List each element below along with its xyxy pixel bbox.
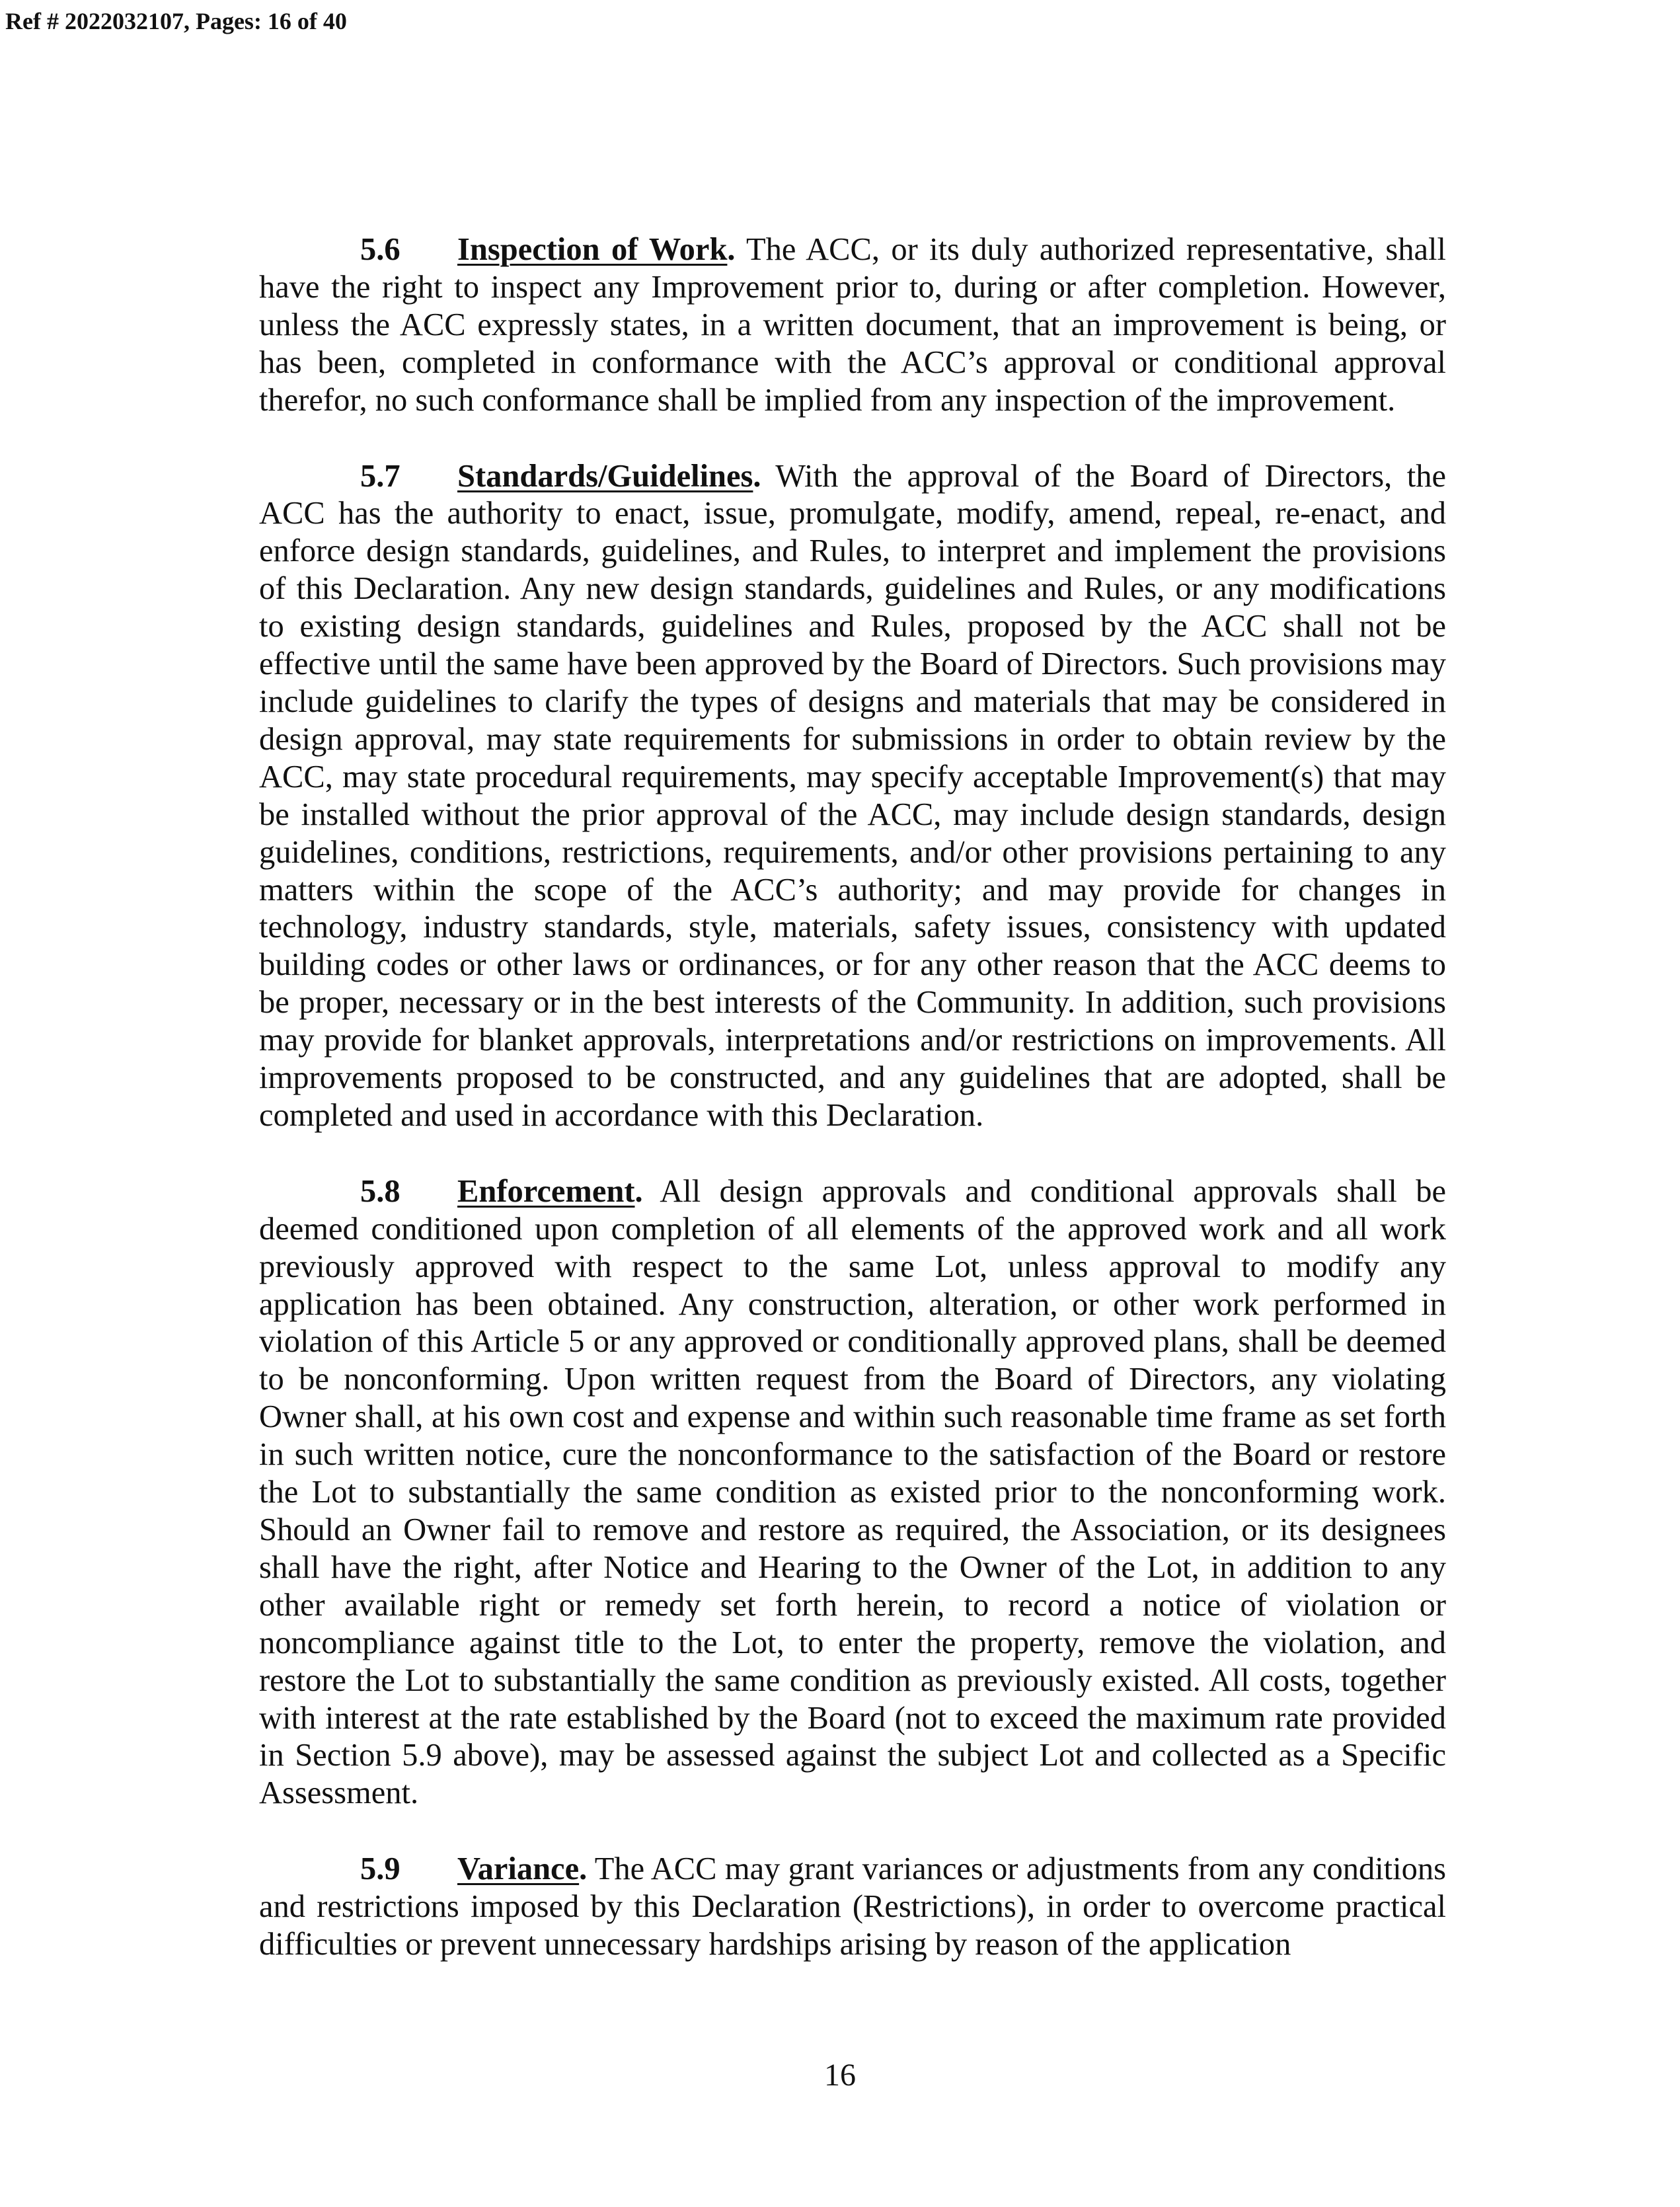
- section-paragraph: [259, 1173, 1446, 1812]
- section-5-9: [259, 1851, 1446, 1964]
- section-title: Standards/Guidelines: [457, 458, 753, 494]
- section-title-punctuation: .: [579, 1851, 588, 1887]
- section-title: Inspection of Work: [457, 232, 728, 267]
- section-body-text: All design approvals and conditional approvals shall be deemed conditioned upon completion of all elements of the approved work and all work previously approved with respect to the same Lot, unless approval to modify any application has been obtained. Any construction, alteration, or other work performed in violation of this Article 5 or any approved or conditionally approved plans, shall be deemed to be nonconforming. Upon written request from the Board of Directors, any violating Owner shall, at his own cost and expense and within such reasonable time frame as set forth in such written notice, cure the nonconformance to the satisfaction of the Board or restore the Lot to substantially the same condition as existed prior to the nonconforming work. Should an Owner fail to remove and restore as required, the Association, or its designees shall have the right, after Notice and Hearing to the Owner of the Lot, in addition to any other available right or remedy set forth herein, to record a notice of violation or noncompliance against title to the Lot, to enter the property, remove the violation, and restore the Lot to substantially the same condition as previously existed. All costs, together with interest at the rate established by the Board (not to exceed the maximum rate provided in Section 5.9 above), may be assessed against the subject Lot and collected as a Specific Assessment.: [259, 1173, 1446, 1811]
- section-5-7: [259, 458, 1446, 1135]
- section-number: 5.6: [360, 232, 401, 267]
- section-title: Variance: [457, 1851, 580, 1887]
- page-number: 16: [824, 2058, 856, 2093]
- section-paragraph: [259, 458, 1446, 1135]
- section-number: 5.8: [360, 1173, 401, 1209]
- section-body-text: The ACC, or its duly authorized representative, shall have the right to inspect any Improvement prior to, during or after completion. However, unless the ACC expressly states, in a written document, that an improvement is being, or has been, completed in conformance with the ACC’s approval or conditional approval therefor, no such conformance shall be implied from any inspection of the improvement.: [259, 232, 1446, 418]
- section-title-punctuation: .: [634, 1173, 643, 1209]
- section-paragraph: [259, 1851, 1446, 1964]
- section-title-punctuation: .: [753, 458, 761, 494]
- section-title-punctuation: .: [727, 232, 736, 267]
- section-body-text: The ACC may grant variances or adjustments from any conditions and restrictions imposed by this Declaration (Restrictions), in order to overcome practical difficulties or prevent unnecessary hardships arising by reason of the application: [259, 1851, 1446, 1962]
- section-5-6: [259, 231, 1446, 420]
- document-reference-header: Ref # 2022032107, Pages: 16 of 40: [5, 8, 347, 34]
- section-body-text: With the approval of the Board of Directors, the ACC has the authority to enact, issue, promulgate, modify, amend, repeal, re-enact, and enforce design standards, guidelines, and Rules, to interpret and implement the provisions of this Declaration. Any new design standards, guidelines and Rules, or any modifications to existing design standards, guidelines and Rules, proposed by the ACC shall not be effective until the same have been approved by the Board of Directors. Such provisions may include guidelines to clarify the types of designs and materials that may be considered in design approval, may state requirements for submissions in order to obtain review by the ACC, may state procedural requirements, may specify acceptable Improvement(s) that may be installed without the prior approval of the ACC, may include design standards, design guidelines, conditions, restrictions, requirements, and/or other provisions pertaining to any matters within the scope of the ACC’s authority; and may provide for changes in technology, industry standards, style, materials, safety issues, consistency with updated building codes or other laws or ordinances, or for any other reason that the ACC deems to be proper, necessary or in the best interests of the Community. In addition, such provisions may provide for blanket approvals, interpretations and/or restrictions on improvements. All improvements proposed to be constructed, and any guidelines that are adopted, shall be completed and used in accordance with this Declaration.: [259, 458, 1446, 1133]
- section-title: Enforcement: [457, 1173, 635, 1209]
- document-body: [259, 231, 1446, 2002]
- section-paragraph: [259, 231, 1446, 420]
- section-number: 5.7: [360, 458, 401, 494]
- section-5-8: [259, 1173, 1446, 1812]
- section-number: 5.9: [360, 1851, 401, 1887]
